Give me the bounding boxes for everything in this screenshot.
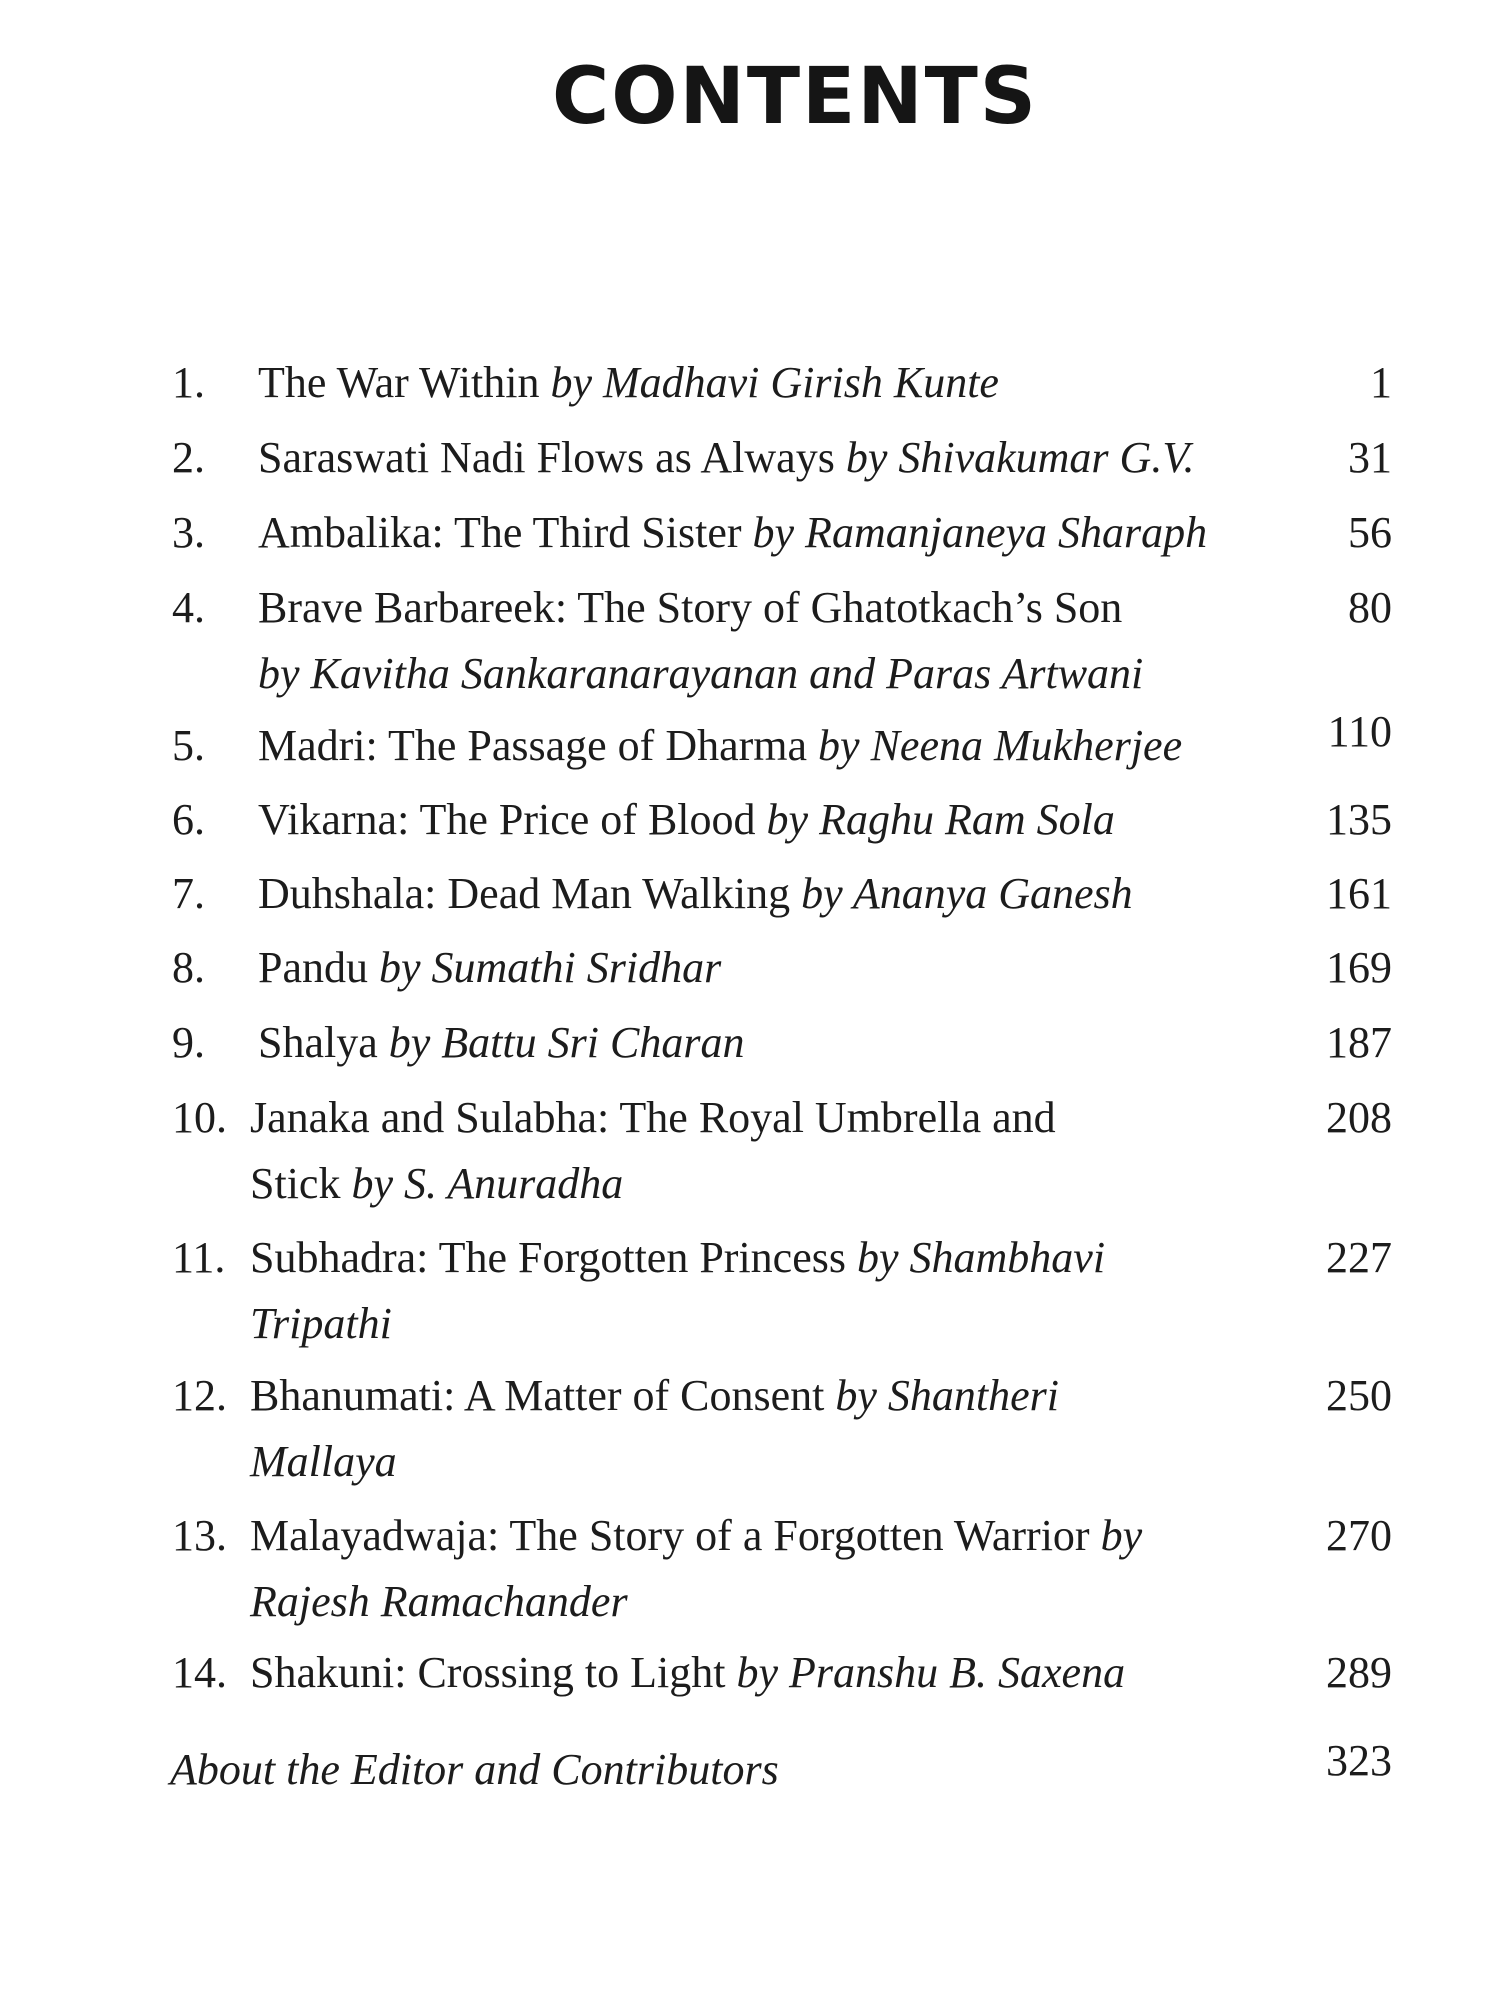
entry-author: by Neena Mukherjee (818, 721, 1183, 770)
entry-title-line-1 (250, 1508, 1142, 1564)
entry-page-number: 1 (1370, 358, 1392, 407)
entry-number: 6. (172, 795, 205, 844)
entry-title: Duhshala: Dead Man Walking (258, 869, 791, 918)
entry-title: Madri: The Passage of Dharma (258, 721, 808, 770)
about-contributors-entry[interactable]: About the Editor and Contributors (170, 1745, 779, 1794)
entry-number: 14. (172, 1648, 227, 1697)
entry-title-line-1 (258, 355, 999, 411)
entry-number: 9. (172, 1018, 205, 1067)
entry-title-line-1 (250, 1645, 1125, 1701)
entry-page-number: 161 (1326, 869, 1392, 918)
entry-page-number: 227 (1326, 1233, 1392, 1282)
entry-title: Malayadwaja: The Story of a Forgotten Warrior (250, 1511, 1090, 1560)
about-contributors-page-number: 323 (1326, 1736, 1392, 1785)
entry-title: Bhanumati: A Matter of Consent (250, 1371, 825, 1420)
entry-page-number: 208 (1326, 1093, 1392, 1142)
entry-title: Ambalika: The Third Sister (258, 508, 742, 557)
entry-title-line-1 (258, 940, 721, 996)
entry-title-line-2 (250, 1296, 392, 1352)
entry-title-line-1 (258, 866, 1133, 922)
entry-title-line-2 (258, 646, 1143, 702)
entry-page-number: 289 (1326, 1648, 1392, 1697)
entry-title-line-1 (258, 580, 1122, 636)
entry-number: 3. (172, 508, 205, 557)
entry-title: Shalya (258, 1018, 378, 1067)
entry-author: by (1100, 1511, 1143, 1560)
entry-page-number: 110 (1327, 707, 1392, 756)
entry-page-number: 169 (1326, 943, 1392, 992)
entry-title-line-1 (250, 1230, 1105, 1286)
entry-author-continued: by Kavitha Sankaranarayanan and Paras Artwani (258, 649, 1144, 698)
entry-author: by Sumathi Sridhar (379, 943, 722, 992)
entry-page-number: 135 (1326, 795, 1392, 844)
entry-number: 12. (172, 1371, 227, 1420)
entry-page-number: 56 (1348, 508, 1392, 557)
entry-title-line-1 (258, 792, 1115, 848)
entry-number: 13. (172, 1511, 227, 1560)
entry-title: Brave Barbareek: The Story of Ghatotkach’s Son (258, 583, 1123, 632)
entry-author: by Raghu Ram Sola (766, 795, 1115, 844)
entry-page-number: 80 (1348, 583, 1392, 632)
entry-number: 4. (172, 583, 205, 632)
entry-number: 7. (172, 869, 205, 918)
entry-number: 1. (172, 358, 205, 407)
entry-author-continued: Rajesh Ramachander (250, 1577, 628, 1626)
entry-title: Vikarna: The Price of Blood (258, 795, 756, 844)
entry-title-line-2 (250, 1434, 397, 1490)
entry-title-line-1 (250, 1090, 1056, 1146)
entry-author: by Battu Sri Charan (388, 1018, 745, 1067)
entry-title-continued: Stick (250, 1159, 341, 1208)
entry-title-line-1 (258, 718, 1182, 774)
entry-title-line-1 (250, 1368, 1059, 1424)
entry-title: Subhadra: The Forgotten Princess (250, 1233, 846, 1282)
entry-title: Saraswati Nadi Flows as Always (258, 433, 835, 482)
entry-page-number: 250 (1326, 1371, 1392, 1420)
entry-number: 2. (172, 433, 205, 482)
entry-title-line-2 (250, 1156, 623, 1212)
entry-author: by Ramanjaneya Sharaph (752, 508, 1208, 557)
entry-number: 5. (172, 721, 205, 770)
entry-title: Janaka and Sulabha: The Royal Umbrella and (250, 1093, 1056, 1142)
entry-author: by Shivakumar G.V. (845, 433, 1195, 482)
entry-title: The War Within (258, 358, 540, 407)
entry-author-continued: by S. Anuradha (351, 1159, 624, 1208)
entry-title-line-1 (258, 1015, 744, 1071)
entry-number: 10. (172, 1093, 227, 1142)
entry-title-line-1 (258, 505, 1207, 561)
entry-title-line-1 (258, 430, 1195, 486)
entry-page-number: 31 (1348, 433, 1392, 482)
entry-author: by Madhavi Girish Kunte (550, 358, 999, 407)
entry-title: Pandu (258, 943, 368, 992)
entry-title: Shakuni: Crossing to Light (250, 1648, 726, 1697)
entry-author: by Pranshu B. Saxena (736, 1648, 1126, 1697)
entry-number: 8. (172, 943, 205, 992)
entry-author-continued: Mallaya (250, 1437, 397, 1486)
entry-author-continued: Tripathi (250, 1299, 392, 1348)
entry-author: by Shambhavi (856, 1233, 1106, 1282)
entry-author: by Shantheri (835, 1371, 1060, 1420)
entry-number: 11. (172, 1233, 226, 1282)
entry-author: by Ananya Ganesh (801, 869, 1133, 918)
entry-title-line-2 (250, 1574, 628, 1630)
entry-page-number: 187 (1326, 1018, 1392, 1067)
page-title: CONTENTS (552, 52, 1038, 142)
entry-page-number: 270 (1326, 1511, 1392, 1560)
